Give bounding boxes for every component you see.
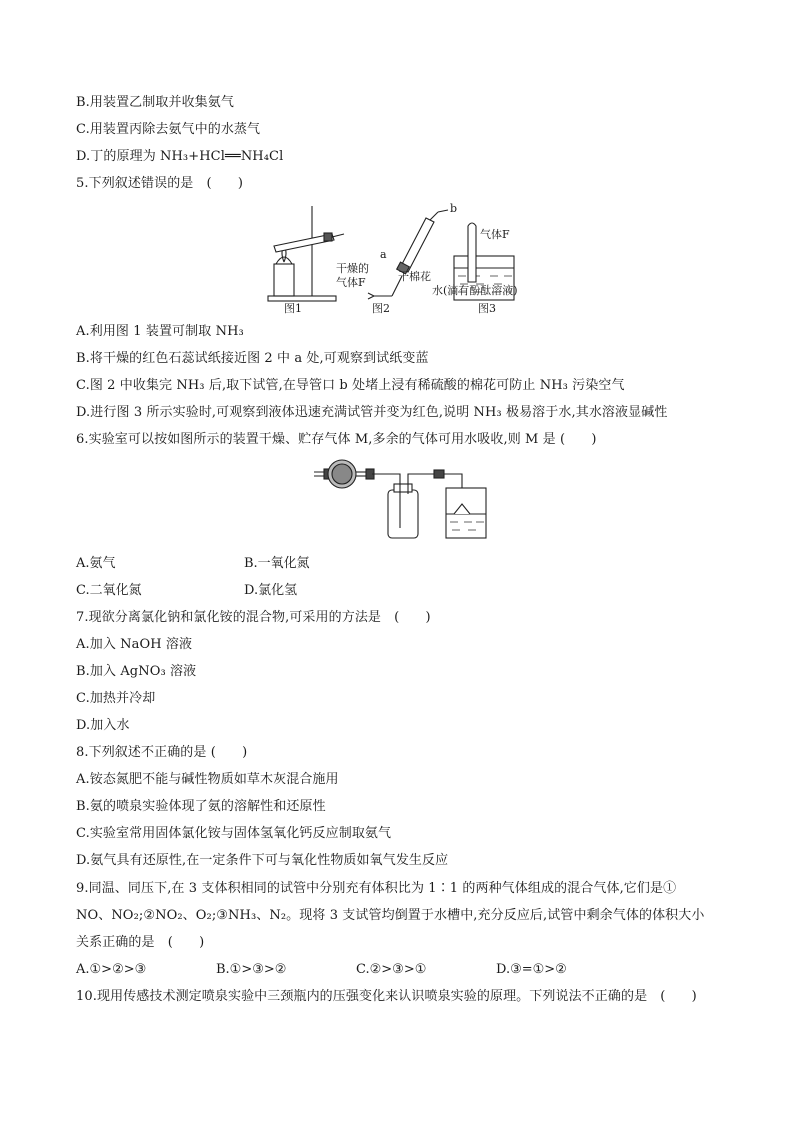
q4-option-d: D.丁的原理为 NH₃+HCl══NH₄Cl [76,149,284,164]
q7-option-b: B.加入 AgNO₃ 溶液 [76,664,197,679]
q5-label-cotton: 干棉花 [398,270,431,283]
q9-option-c: C.②>③>① [356,962,427,977]
q6-option-c: C.二氧化氮 [76,583,142,598]
q4-option-c: C.用装置丙除去氨气中的水蒸气 [76,122,261,137]
q5-caption-fig3: 图3 [478,302,496,315]
q5-label-b: b [450,202,458,215]
q6-option-b: B.一氧化氮 [244,556,310,571]
q9-option-d: D.③=①>② [496,962,567,977]
q5-stem: 5.下列叙述错误的是 ( ) [76,176,244,191]
q5-label-water: 水(滴有酚酞溶液) [432,284,518,297]
q7-option-d: D.加入水 [76,718,130,733]
q8-stem: 8.下列叙述不正确的是 ( ) [76,745,248,760]
q7-option-a: A.加入 NaOH 溶液 [76,637,193,652]
q9-option-a: A.①>②>③ [76,962,147,977]
q7-option-c: C.加热并冷却 [76,691,156,706]
q5-option-a: A.利用图 1 装置可制取 NH₃ [76,324,244,339]
q5-option-b: B.将干燥的红色石蕊试纸接近图 2 中 a 处,可观察到试纸变蓝 [76,351,429,366]
q9-stem-line1: 9.同温、同压下,在 3 支体积相同的试管中分别充有体积比为 1∶1 的两种气体组成的混合气体,它们是① [76,881,677,896]
q5-label-gas-f: 气体F [480,228,510,241]
q8-option-b: B.氨的喷泉实验体现了氨的溶解性和还原性 [76,799,326,814]
q5-label-a: a [380,248,387,261]
q5-label-dry-gas-2: 气体F [336,276,366,289]
q5-caption-fig1: 图1 [284,302,302,315]
q9-stem-line3: 关系正确的是 ( ) [76,935,205,950]
q10-stem: 10.现用传感技术测定喷泉实验中三颈瓶内的压强变化来认识喷泉实验的原理。下列说法不正确的是 ( ) [76,989,697,1004]
q9-option-b: B.①>③>② [216,962,287,977]
q7-stem: 7.现欲分离氯化钠和氯化铵的混合物,可采用的方法是 ( ) [76,610,431,625]
q6-stem: 6.实验室可以按如图所示的装置干燥、贮存气体 M,多余的气体可用水吸收,则 M 是 ( ) [76,432,597,447]
q5-caption-fig2: 图2 [372,302,390,315]
q6-apparatus-figure [312,458,502,542]
q5-label-dry-gas-1: 干燥的 [336,262,369,275]
q9-stem-line2: NO、NO₂;②NO₂、O₂;③NH₃、N₂。现将 3 支试管均倒置于水槽中,充分反应后,试管中剩余气体的体积大小 [76,908,705,923]
q8-option-d: D.氨气具有还原性,在一定条件下可与氧化性物质如氧气发生反应 [76,853,449,868]
q5-option-d: D.进行图 3 所示实验时,可观察到液体迅速充满试管并变为红色,说明 NH₃ 极易溶于水,其水溶液显碱性 [76,405,668,420]
q6-option-a: A.氨气 [76,556,116,571]
q4-option-b: B.用装置乙制取并收集氨气 [76,95,234,110]
q8-option-a: A.铵态氮肥不能与碱性物质如草木灰混合施用 [76,772,339,787]
q6-option-d: D.氯化氢 [244,583,298,598]
q8-option-c: C.实验室常用固体氯化铵与固体氢氧化钙反应制取氨气 [76,826,392,841]
q5-apparatus-figure [262,200,532,318]
q5-option-c: C.图 2 中收集完 NH₃ 后,取下试管,在导管口 b 处堵上浸有稀硫酸的棉花可防止 NH₃ 污染空气 [76,378,625,393]
